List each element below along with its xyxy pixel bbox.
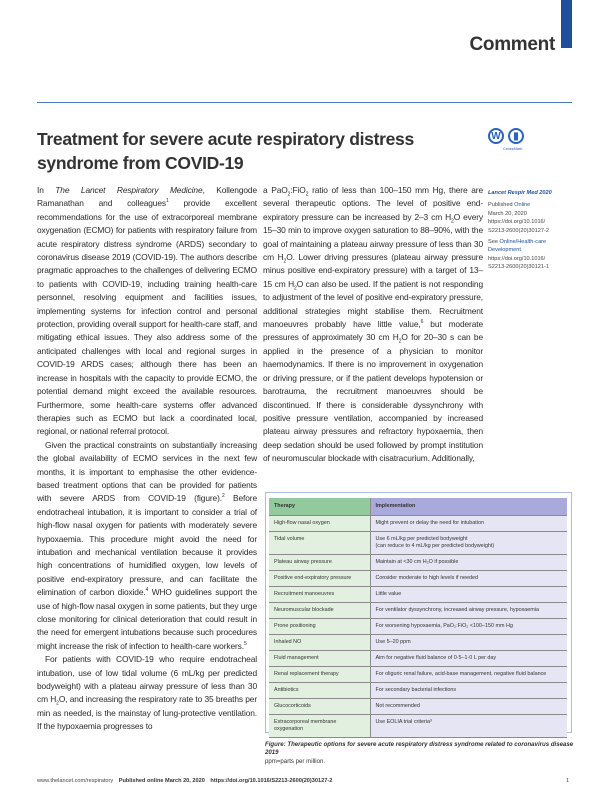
text-run: , Kollengode Ramanathan and colleagues <box>37 185 257 209</box>
paragraph <box>37 184 257 439</box>
see-also-link[interactable]: Online/Health-care Development <box>488 239 547 254</box>
implementation-cell: Use EOLIA trial criteria³ <box>370 714 567 737</box>
text-run: In <box>37 185 56 195</box>
text-run: O every 15–30 min to improve oxygen saturation to 88–90%, with the goal of maintaining a plateau airway pressure of less than 30 cm H <box>263 211 483 263</box>
text-run: O can also be used. If the patient is not responding to adjustment of the level of positive end-expiratory pressure, additional strategies might stabilise them. Recruitment manoeuvres probably have little value, <box>263 278 483 330</box>
footer-published: Published online March 20, 2020 <box>118 778 205 784</box>
therapy-cell: Tidal volume <box>269 531 370 554</box>
text-run: O for 20–30 s can be applied in the presence of a physician to monitor haemodynamics. If there is no improvement in oxygenation or driving pressure, or if the patient develops hypotension or barotrauma, the recruitment manoeuvres should be discontinued. If there is considerable dyssynchrony with positive pressure ventilation, accompanied by increased plateau airway pressures and refractory hypoxaemia, then deep sedation should be used followed by prompt institution of neuromuscular blockade with cisatracurium. Additionally, <box>263 332 483 464</box>
paragraph <box>263 184 483 466</box>
implementation-cell: Maintain at <30 cm H₂O if possible <box>370 554 567 570</box>
subscript: 2 <box>305 191 309 198</box>
table-row <box>269 634 567 650</box>
paragraph <box>37 439 257 654</box>
therapy-cell: Plateau airway pressure <box>269 554 370 570</box>
therapy-cell: Prone positioning <box>269 618 370 634</box>
text-run: The Lancet Respiratory Medicine <box>55 185 203 195</box>
footer-doi[interactable]: https://doi.org/10.1016/S2213-2600(20)30127-2 <box>210 778 333 784</box>
column-header-implementation: Implementation <box>370 498 567 515</box>
doi-link[interactable]: https://doi.org/10.1016/ <box>488 219 546 226</box>
body-column-1 <box>37 184 257 734</box>
column-header-therapy: Therapy <box>269 498 370 515</box>
implementation-cell: For secondary bacterial infections <box>370 682 567 698</box>
text-run: Before endotracheal intubation, it is important to consider a trial of high-flow nasal oxygen for patients with moderately severe hypoxaemia. This procedure might avoid the need for intubation and mechanical ventilation because it provides high concentrations of humidified oxygen, low levels of positive end-expiratory pressure, and can facilitate the elimination of carbon dioxide. <box>37 493 257 598</box>
caption-title: Figure: Therapeutic options for severe acute respiratory distress syndrome related to coronavirus disease 2019 <box>265 741 574 757</box>
published-date: March 20, 2020 <box>488 210 527 217</box>
article-icons <box>488 128 524 144</box>
text-run: :FiO <box>290 185 306 195</box>
implementation-cell: Use 5–20 ppm <box>370 634 567 650</box>
text-run: O, and increasing the respiratory rate to 35 breaths per min as needed, is the mainstay of lung-protective ventilation. If the hypoxaemia progresses to <box>37 694 257 732</box>
page-number: 1 <box>566 778 570 784</box>
implementation-cell: Aim for negative fluid balance of 0·5–1·0 L per day <box>370 650 567 666</box>
reference-marker[interactable]: 6 <box>420 319 424 326</box>
therapy-cell: Positive end-expiratory pressure <box>269 570 370 586</box>
related-doi-link[interactable]: https://doi.org/10.1016/ <box>488 255 546 262</box>
section-accent-bar <box>561 0 572 48</box>
footer-site[interactable]: www.thelancet.com/respiratory <box>37 778 114 784</box>
table-row <box>269 570 567 586</box>
implementation-cell: Little value <box>370 586 567 602</box>
text-run: WHO guidelines support the use of high-flow nasal oxygen in some patients, but they urge close monitoring for clinical deterioration that could result in the need for emergent intubations because such procedures might increase the risk of infection to health-care workers. <box>37 587 258 651</box>
therapy-cell: Antibiotics <box>269 682 370 698</box>
therapy-cell: High-flow nasal oxygen <box>269 515 370 531</box>
crossmark-icon[interactable]: ▮ <box>508 128 524 144</box>
doi-link-cont[interactable]: S2213-2600(20)30127-2 <box>488 227 549 234</box>
reference-marker[interactable]: 4 <box>145 587 149 594</box>
figure-caption <box>265 741 575 766</box>
table-row <box>269 586 567 602</box>
reference-marker[interactable]: 2 <box>221 493 225 500</box>
body-column-2 <box>263 184 483 466</box>
therapy-cell: Glucocorticoids <box>269 698 370 714</box>
header-divider <box>37 102 572 103</box>
table-row <box>269 650 567 666</box>
table-row <box>269 554 567 570</box>
w-badge-icon[interactable]: W <box>488 128 504 144</box>
text-run: provide excellent recommendations for the use of extracorporeal membrane oxygenation (ECMO) for patients with respiratory failure from acute respiratory distress syndrome (ARDS) secondary to coronavirus disease 2019 (COVID-19). The authors describe pragmatic approaches to the challenges of delivering ECMO to patients with COVID-19, including training health-care personnel, resolving equipment and facilities issues, implementing systems for infection control and personal protection, providing overall support for health-care staff, and mitigating ethical issues. They also address some of the anticipated challenges with local and regional surges in COVID-19 ARDS cases; although there has been an increase in hospitals with the capacity to provide ECMO, the potential demand might exceed the available resources. Furthermore, some health-care systems offer advanced therapies such as ECMO but lack a coordinated local, regional, or national referral protocol. <box>37 198 257 437</box>
table-row <box>269 618 567 634</box>
journal-citation: Lancet Respir Med 2020 <box>488 190 552 196</box>
article-sidebar <box>488 189 578 272</box>
subscript: 2 <box>283 258 287 265</box>
paragraph <box>37 653 257 733</box>
therapy-table <box>269 498 567 738</box>
published-label: Published <box>488 202 515 209</box>
implementation-cell: For oliguric renal failure, acid-base management, negative fluid balance <box>370 666 567 682</box>
subscript: 2 <box>287 191 291 198</box>
table-row <box>269 602 567 618</box>
table-row <box>269 531 567 554</box>
table-row <box>269 714 567 737</box>
implementation-cell: For ventilator dyssynchrony, increased airway pressure, hypoxaemia <box>370 602 567 618</box>
caption-note: ppm=parts per million. <box>265 757 326 765</box>
therapy-cell: Extracorporeal membrane oxygenation <box>269 714 370 737</box>
therapy-cell: Fluid management <box>269 650 370 666</box>
page-footer <box>37 778 332 784</box>
reference-marker[interactable]: 5 <box>243 641 247 648</box>
text-run: but moderate pressures of approximately 30 cm H <box>263 319 483 343</box>
crossmark-label: CrossMark <box>503 146 523 151</box>
implementation-cell: Consider moderate to high levels if needed <box>370 570 567 586</box>
implementation-cell: Use 6 mL/kg per predicted bodyweight (can reduce to 4 mL/kg per predicted bodyweight) <box>370 531 567 554</box>
table-row <box>269 515 567 531</box>
see-label: See <box>488 239 500 246</box>
therapy-cell: Renal replacement therapy <box>269 666 370 682</box>
subscript: 2 <box>294 285 297 292</box>
text-run: ratio of less than 100–150 mm Hg, there are several therapeutic options. The level of positive end-expiratory pressure can be increased by 2–3 cm H <box>263 185 483 222</box>
text-run: Given the practical constraints on substantially increasing the global availability of ECMO services in the next few months, it is important to emphasise the other evidence-based treatment options that can be provided for patients with severe ARDS from COVID-19 (figure). <box>37 439 257 504</box>
text-run: a PaO <box>263 185 288 195</box>
figure-box <box>265 492 572 733</box>
therapy-cell: Neuromuscular blockade <box>269 602 370 618</box>
related-doi-link-cont[interactable]: S2213-2600(20)30121-1 <box>488 264 549 271</box>
implementation-cell: Might prevent or delay the need for intubation <box>370 515 567 531</box>
therapy-cell: Recruitment manoeuvres <box>269 586 370 602</box>
table-row <box>269 682 567 698</box>
section-label: Comment <box>469 34 555 55</box>
article-title: Treatment for severe acute respiratory distress syndrome from COVID-19 <box>37 129 414 173</box>
published-online-link[interactable]: Online <box>514 202 531 209</box>
subscript: 2 <box>398 339 402 346</box>
table-row <box>269 666 567 682</box>
implementation-cell: For worsening hypoxaemia, PaO₂:FiO₂ <100–150 mm Hg <box>370 618 567 634</box>
therapy-cell: Inhaled NO <box>269 634 370 650</box>
reference-marker[interactable]: 1 <box>165 198 169 205</box>
subscript: 2 <box>451 218 454 225</box>
text-run: For patients with COVID-19 who require endotracheal intubation, use of low tidal volume (6 mL/kg per predicted bodyweight) with a plateau airway pressure of less than 30 cm H <box>37 654 257 705</box>
subscript: 2 <box>56 701 59 708</box>
table-row <box>269 698 567 714</box>
text-run: O. Lower driving pressures (plateau airway pressure minus positive end-expiratory pressure) with a target of 13–15 cm H <box>263 252 483 289</box>
implementation-cell: Not recommended <box>370 698 567 714</box>
